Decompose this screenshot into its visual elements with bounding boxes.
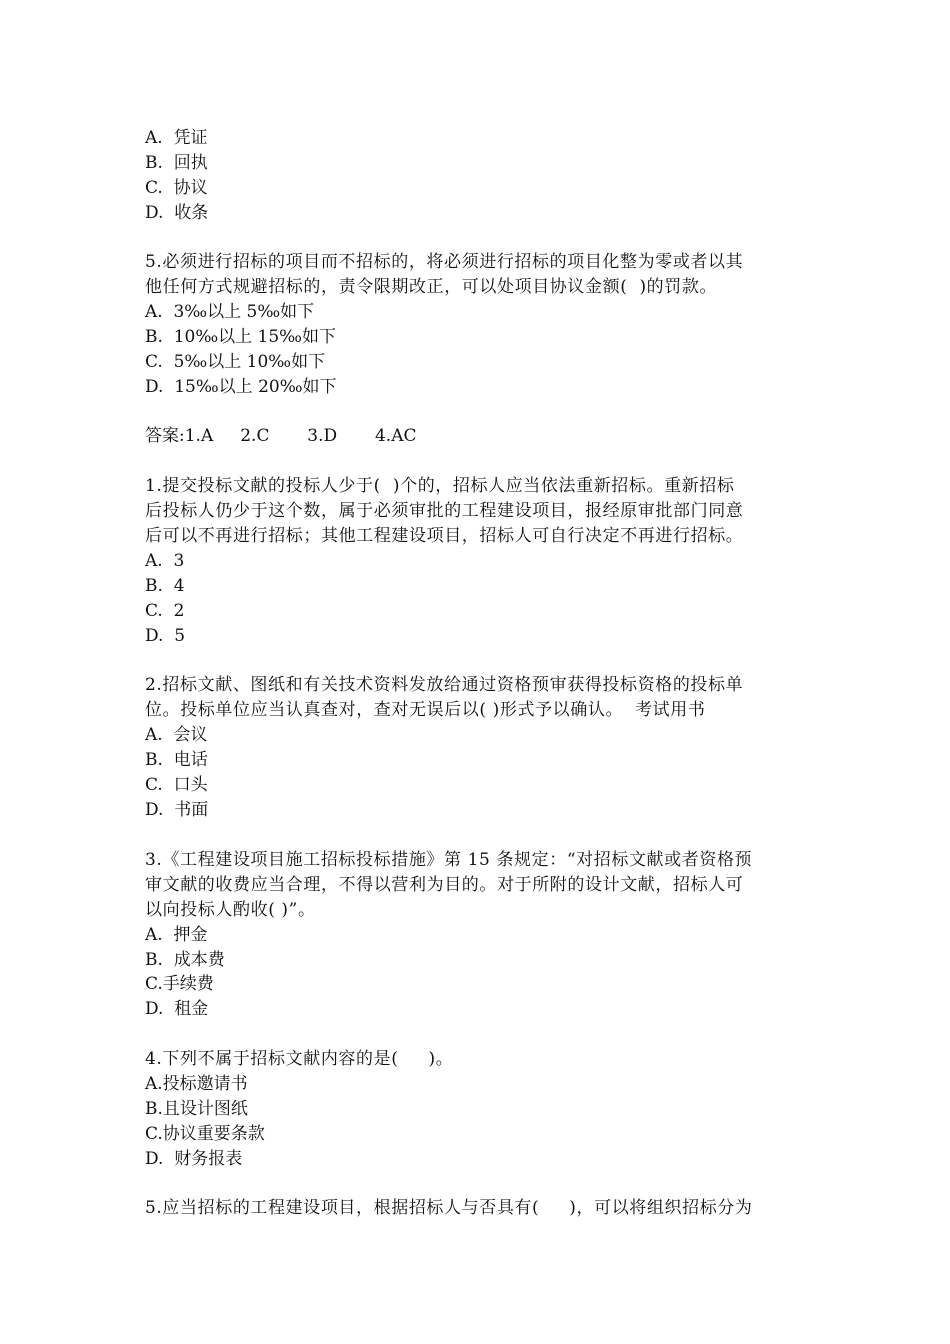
question-text-line: 2.招标文献、图纸和有关技术资料发放给通过资格预审获得投标资格的投标单: [145, 675, 744, 695]
option-a: A.投标邀请书: [145, 1074, 248, 1094]
question-text-line: 他任何方式规避招标的，责令限期改正，可以处项目协议金额( )的罚款。: [145, 277, 718, 297]
question-text-line: 5.必须进行招标的项目而不招标的，将必须进行招标的项目化整为零或者以其: [145, 252, 744, 272]
option-d: D. 收条: [145, 203, 209, 223]
option-d: D. 租金: [145, 999, 209, 1019]
option-a: A. 3: [145, 551, 185, 571]
question-text-line: 3.《工程建设项目施工招标投标措施》第 15 条规定：“对招标文献或者资格预: [145, 850, 753, 870]
question-text-line: 4.下列不属于招标文献内容的是( )。: [145, 1049, 454, 1069]
option-b: B.且设计图纸: [145, 1099, 248, 1119]
option-c: C. 5‰以上 10‰如下: [145, 352, 326, 372]
option-a: A. 凭证: [145, 128, 208, 148]
option-b: B. 回执: [145, 153, 208, 173]
option-d: D. 财务报表: [145, 1149, 243, 1169]
question-text-line: 后投标人仍少于这个数，属于必须审批的工程建设项目，报经原审批部门同意: [145, 501, 744, 521]
option-a: A. 3‰以上 5‰如下: [145, 302, 315, 322]
answer-key: 答案:1.A 2.C 3.D 4.AC: [145, 426, 417, 446]
option-c: C. 2: [145, 601, 185, 621]
option-d: D. 书面: [145, 800, 209, 820]
question-text-line: 位。投标单位应当认真查对，查对无误后以( )形式予以确认。 考试用书: [145, 700, 706, 720]
option-d: D. 5: [145, 626, 186, 646]
question-text-line: 1.提交投标文献的投标人少于( )个的，招标人应当依法重新招标。重新招标: [145, 476, 735, 496]
option-d: D. 15‰以上 20‰如下: [145, 377, 337, 397]
option-c: C. 口头: [145, 775, 208, 795]
option-b: B. 成本费: [145, 950, 225, 970]
option-b: B. 4: [145, 576, 185, 596]
option-c: C.协议重要条款: [145, 1124, 265, 1144]
option-a: A. 会议: [145, 725, 208, 745]
option-a: A. 押金: [145, 925, 208, 945]
option-b: B. 电话: [145, 750, 208, 770]
question-text-line: 5.应当招标的工程建设项目，根据招标人与否具有( )，可以将组织招标分为: [145, 1198, 753, 1218]
question-text-line: 以向投标人酌收( )”。: [145, 900, 316, 920]
option-c: C. 协议: [145, 178, 208, 198]
question-text-line: 审文献的收费应当合理，不得以营利为目的。对于所附的设计文献，招标人可: [145, 875, 744, 895]
option-c: C.手续费: [145, 974, 214, 994]
option-b: B. 10‰以上 15‰如下: [145, 327, 336, 347]
question-text-line: 后可以不再进行招标；其他工程建设项目，招标人可自行决定不再进行招标。: [145, 526, 744, 546]
